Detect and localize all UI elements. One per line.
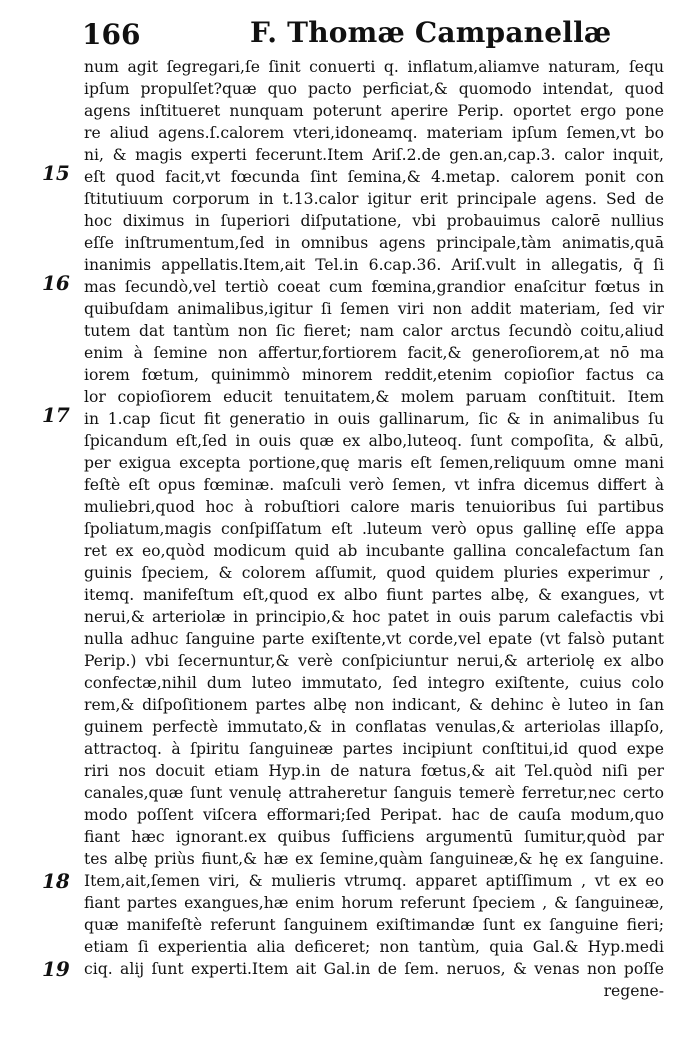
text-line: ret ex eo,quòd modicum quid ab incubante gallina concalefactum ſan bbox=[84, 542, 664, 560]
text-line: itemq. manifeſtum eſt,quod ex albo fiunt partes albę, & exangues, vt bbox=[84, 586, 664, 604]
text-line: canales,quæ ſunt venulę attraheretur ſanguis temerè ferretur,nec certo bbox=[84, 784, 664, 802]
margin-number: 16 bbox=[42, 271, 70, 295]
text-line: etiam ſi experientia alia deficeret; non tantùm, quia Gal.& Hyp.medi bbox=[84, 938, 664, 956]
text-line: ni, & magis experti fecerunt.Item Ariſ.2.de gen.an,cap.3. calor inquit, bbox=[84, 146, 664, 164]
text-line: Perip.) vbi ſecernuntur,& verè conſpiciuntur nerui,& arteriolę ex albo bbox=[84, 652, 664, 670]
text-line: ipſum propulſet?quæ quo pacto perficiat,& quomodo intendat, quod bbox=[84, 80, 664, 98]
text-line: num agit ſegregari,ſe ſinit conuerti q. inflatum,aliamve naturam, ſequ bbox=[84, 58, 664, 76]
catchword: regene- bbox=[603, 982, 664, 1000]
text-line: eſſe inſtrumentum,ſed in omnibus agens principale,tàm animatis,quā bbox=[84, 234, 664, 252]
margin-number: 17 bbox=[42, 403, 70, 427]
text-line: per exigua excepta portione,quę maris eſt ſemen,reliquum omne mani bbox=[84, 454, 664, 472]
margin-number: 19 bbox=[42, 957, 70, 981]
margin-number: 18 bbox=[42, 869, 70, 893]
text-line: inanimis appellatis.Item,ait Tel.in 6.cap.36. Ariſ.vult in allegatis, q̄ ſi bbox=[84, 256, 664, 274]
text-line: modo poſſent viſcera efformari;ſed Peripat. hac de cauſa modum,quo bbox=[84, 806, 664, 824]
text-line: agens inſtitueret nunquam poterunt aperire Perip. oportet ergo pone bbox=[84, 102, 664, 120]
text-line: fiant partes exangues,hæ enim horum referunt ſpeciem , & ſanguineæ, bbox=[84, 894, 664, 912]
text-line: lor copioſiorem educit tenuitatem,& molem paruam conſtituit. Item bbox=[84, 388, 664, 406]
body-text bbox=[84, 56, 664, 1002]
text-line: enim à ſemine non affertur,fortiorem facit,& generoſiorem,at nō ma bbox=[84, 344, 664, 362]
text-line: tes albę priùs fiunt,& hæ ex ſemine,quàm ſanguineæ,& hę ex ſanguine. bbox=[84, 850, 664, 868]
text-line: confectæ,nihil dum luteo immutato, ſed integro exiſtente, cuius colo bbox=[84, 674, 664, 692]
text-line: Item,ait,ſemen viri, & mulieris vtrumq. apparet aptiſſimum , vt ex eo bbox=[84, 872, 664, 890]
text-line: muliebri,quod hoc à robuſtiori calore maris tenuioribus ſui partibus bbox=[84, 498, 664, 516]
text-line: nulla adhuc ſanguine parte exiſtente,vt corde,vel epate (vt falsò putant bbox=[84, 630, 664, 648]
text-line: guinis ſpeciem, & colorem aſſumit, quod quidem pluries experimur , bbox=[84, 564, 664, 582]
text-line: guinem perfectè immutato,& in conflatas venulas,& arteriolas illapſo, bbox=[84, 718, 664, 736]
text-line: quibuſdam animalibus,igitur ſi ſemen viri non addit materiam, ſed vir bbox=[84, 300, 664, 318]
text-line: tutem dat tantùm non ſic fieret; nam calor arctus ſecundò coitu,aliud bbox=[84, 322, 664, 340]
text-line: nerui,& arteriolæ in principio,& hoc patet in ouis parum calefactis vbi bbox=[84, 608, 664, 626]
running-head: F. Thomæ Campanellæ bbox=[250, 16, 612, 49]
text-line: ſpoliatum,magis conſpiſſatum eſt .luteum verò opus gallinę eſſe appa bbox=[84, 520, 664, 538]
page-header bbox=[0, 14, 700, 54]
text-line: feſtè eſt opus fœminæ. maſculi verò ſemen, vt infra dicemus differt à bbox=[84, 476, 664, 494]
text-line: ſtitutiuum corporum in t.13.calor igitur erit principale agens. Sed de bbox=[84, 190, 664, 208]
page-number: 166 bbox=[82, 18, 141, 51]
text-line: iorem fœtum, quinimmò minorem reddit,etenim copioſior factus ca bbox=[84, 366, 664, 384]
text-line: rem,& diſpoſitionem partes albę non indicant, & dehinc è luteo in ſan bbox=[84, 696, 664, 714]
text-line: hoc diximus in ſuperiori diſputatione, vbi probauimus calorē nullius bbox=[84, 212, 664, 230]
text-line: quæ manifeſtè referunt ſanguinem exiſtimandæ ſunt ex ſanguine fieri; bbox=[84, 916, 664, 934]
text-line: ſpicandum eſt,ſed in ouis quæ ex albo,luteoq. ſunt compoſita, & albū, bbox=[84, 432, 664, 450]
text-line: eſt quod facit,vt fœcunda ſint ſemina,& 4.metap. calorem ponit con bbox=[84, 168, 664, 186]
text-line: in 1.cap ſicut fit generatio in ouis gallinarum, ſic & in animalibus ſu bbox=[84, 410, 664, 428]
margin-number: 15 bbox=[42, 161, 70, 185]
text-line: attractoq. à ſpiritu ſanguineæ partes incipiunt conſtitui,id quod expe bbox=[84, 740, 664, 758]
text-line: fiant hæc ignorant.ex quibus ſufficiens argumentū ſumitur,quòd par bbox=[84, 828, 664, 846]
text-line: re aliud agens.ſ.calorem vteri,idoneamq. materiam ipſum ſemen,vt bo bbox=[84, 124, 664, 142]
text-line: riri nos docuit etiam Hyp.in de natura fœtus,& ait Tel.quòd niſi per bbox=[84, 762, 664, 780]
text-line: mas ſecundò,vel tertiò coeat cum fœmina,grandior enaſcitur fœtus in bbox=[84, 278, 664, 296]
text-line: ciq. alij ſunt experti.Item ait Gal.in de ſem. neruos, & venas non poſſe bbox=[84, 960, 664, 978]
